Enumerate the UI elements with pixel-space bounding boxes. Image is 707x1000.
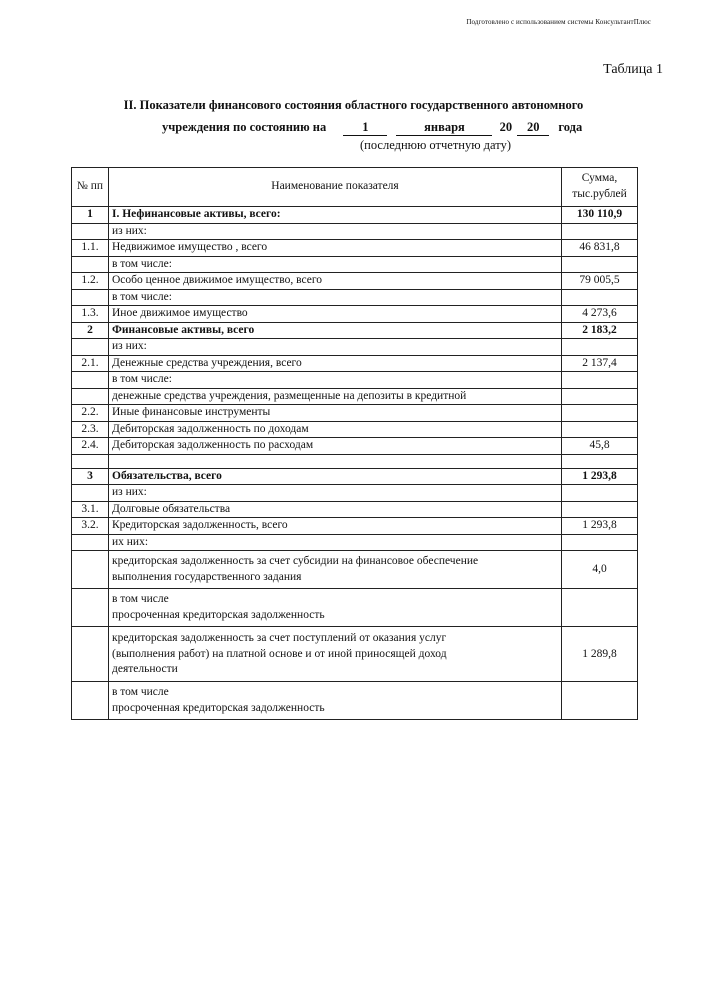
table-row — [72, 339, 638, 356]
table-row — [72, 223, 638, 240]
row-value — [562, 454, 638, 468]
row-name-line: деятельности — [112, 663, 178, 676]
header-name: Наименование показателя — [109, 168, 562, 207]
row-number — [72, 454, 109, 468]
row-value: 46 831,8 — [562, 240, 638, 257]
header-note: Подготовлено с использованием системы КонсультантПлюс — [466, 18, 651, 26]
row-number: 1 — [72, 207, 109, 224]
row-value — [562, 372, 638, 389]
table-row — [72, 421, 638, 438]
row-value — [562, 589, 638, 627]
table-row — [72, 405, 638, 422]
table-row — [72, 589, 638, 627]
row-name-line: просроченная кредиторская задолженность — [112, 701, 325, 714]
row-name-line: просроченная кредиторская задолженность — [112, 608, 325, 621]
row-value — [562, 501, 638, 518]
row-name: Дебиторская задолженность по расходам — [109, 438, 562, 455]
row-value — [562, 223, 638, 240]
title-year-prefix: 20 — [499, 120, 513, 134]
row-value: 2 137,4 — [562, 355, 638, 372]
row-name-line: кредиторская задолженность за счет поступлений от оказания услуг — [112, 632, 447, 645]
row-value — [562, 289, 638, 306]
row-name: в том числе: — [109, 372, 562, 389]
row-name — [109, 682, 562, 720]
row-value: 79 005,5 — [562, 273, 638, 290]
row-value: 4,0 — [562, 551, 638, 589]
row-number — [72, 534, 109, 551]
table-row — [72, 682, 638, 720]
table-body — [72, 207, 638, 720]
row-name: Денежные средства учреждения, всего — [109, 355, 562, 372]
row-name — [109, 589, 562, 627]
table-row — [72, 355, 638, 372]
table-row — [72, 501, 638, 518]
title-month: января — [396, 120, 492, 136]
row-value: 2 183,2 — [562, 322, 638, 339]
row-value: 1 293,8 — [562, 468, 638, 485]
table-row — [72, 273, 638, 290]
table-row — [72, 627, 638, 682]
row-number: 1.3. — [72, 306, 109, 323]
row-name: Особо ценное движимое имущество, всего — [109, 273, 562, 290]
row-name: в том числе: — [109, 256, 562, 273]
table-row — [72, 372, 638, 389]
row-name — [109, 627, 562, 682]
row-number: 1.1. — [72, 240, 109, 257]
row-name — [109, 551, 562, 589]
row-value: 1 289,8 — [562, 627, 638, 682]
table-row — [72, 551, 638, 589]
row-value — [562, 485, 638, 502]
row-number — [72, 256, 109, 273]
table-row — [72, 438, 638, 455]
document-title: II. Показатели финансового состояния областного государственного автономного — [123, 98, 584, 112]
row-number — [72, 372, 109, 389]
row-number: 3 — [72, 468, 109, 485]
row-value — [562, 256, 638, 273]
row-number — [72, 339, 109, 356]
row-number: 3.1. — [72, 501, 109, 518]
table-row — [72, 322, 638, 339]
row-name: Долговые обязательства — [109, 501, 562, 518]
row-number: 2.3. — [72, 421, 109, 438]
table-row — [72, 468, 638, 485]
row-value — [562, 405, 638, 422]
row-number: 2.2. — [72, 405, 109, 422]
row-value — [562, 388, 638, 405]
row-number: 1.2. — [72, 273, 109, 290]
row-value — [562, 339, 638, 356]
table-header-row — [72, 168, 638, 207]
table-row — [72, 388, 638, 405]
title-day: 1 — [343, 120, 387, 136]
row-name: I. Нефинансовые активы, всего: — [109, 207, 562, 224]
row-name: денежные средства учреждения, размещенные на депозиты в кредитной — [109, 388, 562, 405]
table-label: Таблица 1 — [603, 62, 663, 77]
title-year-word: года — [558, 120, 583, 134]
title-year-suffix: 20 — [517, 120, 549, 136]
row-number — [72, 551, 109, 589]
row-name: из них: — [109, 339, 562, 356]
row-number: 2.4. — [72, 438, 109, 455]
row-number: 2.1. — [72, 355, 109, 372]
row-number — [72, 682, 109, 720]
row-value: 130 110,9 — [562, 207, 638, 224]
row-number — [72, 223, 109, 240]
row-number — [72, 485, 109, 502]
table-row — [72, 518, 638, 535]
row-value: 1 293,8 — [562, 518, 638, 535]
row-name: Недвижимое имущество , всего — [109, 240, 562, 257]
row-name: в том числе: — [109, 289, 562, 306]
table-row — [72, 289, 638, 306]
title-prefix: учреждения по состоянию на — [162, 120, 327, 134]
row-number — [72, 388, 109, 405]
table-row — [72, 485, 638, 502]
row-value: 4 273,6 — [562, 306, 638, 323]
row-name-line: выполнения государственного задания — [112, 570, 302, 583]
row-name-line: в том числе — [112, 686, 169, 699]
row-name: Финансовые активы, всего — [109, 322, 562, 339]
row-number — [72, 589, 109, 627]
row-name: их них: — [109, 534, 562, 551]
header-sum-line2: тыс.рублей — [572, 188, 627, 200]
financial-indicators-table — [71, 167, 638, 720]
row-name: Дебиторская задолженность по доходам — [109, 421, 562, 438]
document-title-date-line — [162, 120, 582, 136]
row-name-line: (выполнения работ) на платной основе и от иной приносящей доход — [112, 647, 447, 660]
row-name: Обязательства, всего — [109, 468, 562, 485]
table-row — [72, 256, 638, 273]
table-row — [72, 207, 638, 224]
table-row — [72, 240, 638, 257]
row-name: Кредиторская задолженность, всего — [109, 518, 562, 535]
row-name-line: кредиторская задолженность за счет субсидии на финансовое обеспечение — [112, 555, 479, 568]
header-sum — [562, 168, 638, 207]
header-num: № пп — [72, 168, 109, 207]
row-name: из них: — [109, 485, 562, 502]
row-name: Иное движимое имущество — [109, 306, 562, 323]
row-name — [109, 454, 562, 468]
title-date-hint: (последнюю отчетную дату) — [360, 138, 511, 152]
row-value — [562, 421, 638, 438]
row-name: из них: — [109, 223, 562, 240]
row-number — [72, 289, 109, 306]
row-number — [72, 627, 109, 682]
table-row — [72, 306, 638, 323]
row-name-line: в том числе — [112, 593, 169, 606]
row-number: 3.2. — [72, 518, 109, 535]
row-name: Иные финансовые инструменты — [109, 405, 562, 422]
row-number: 2 — [72, 322, 109, 339]
row-value: 45,8 — [562, 438, 638, 455]
header-sum-line1: Сумма, — [581, 172, 618, 185]
row-value — [562, 682, 638, 720]
row-value — [562, 534, 638, 551]
table-row — [72, 454, 638, 468]
table-row — [72, 534, 638, 551]
